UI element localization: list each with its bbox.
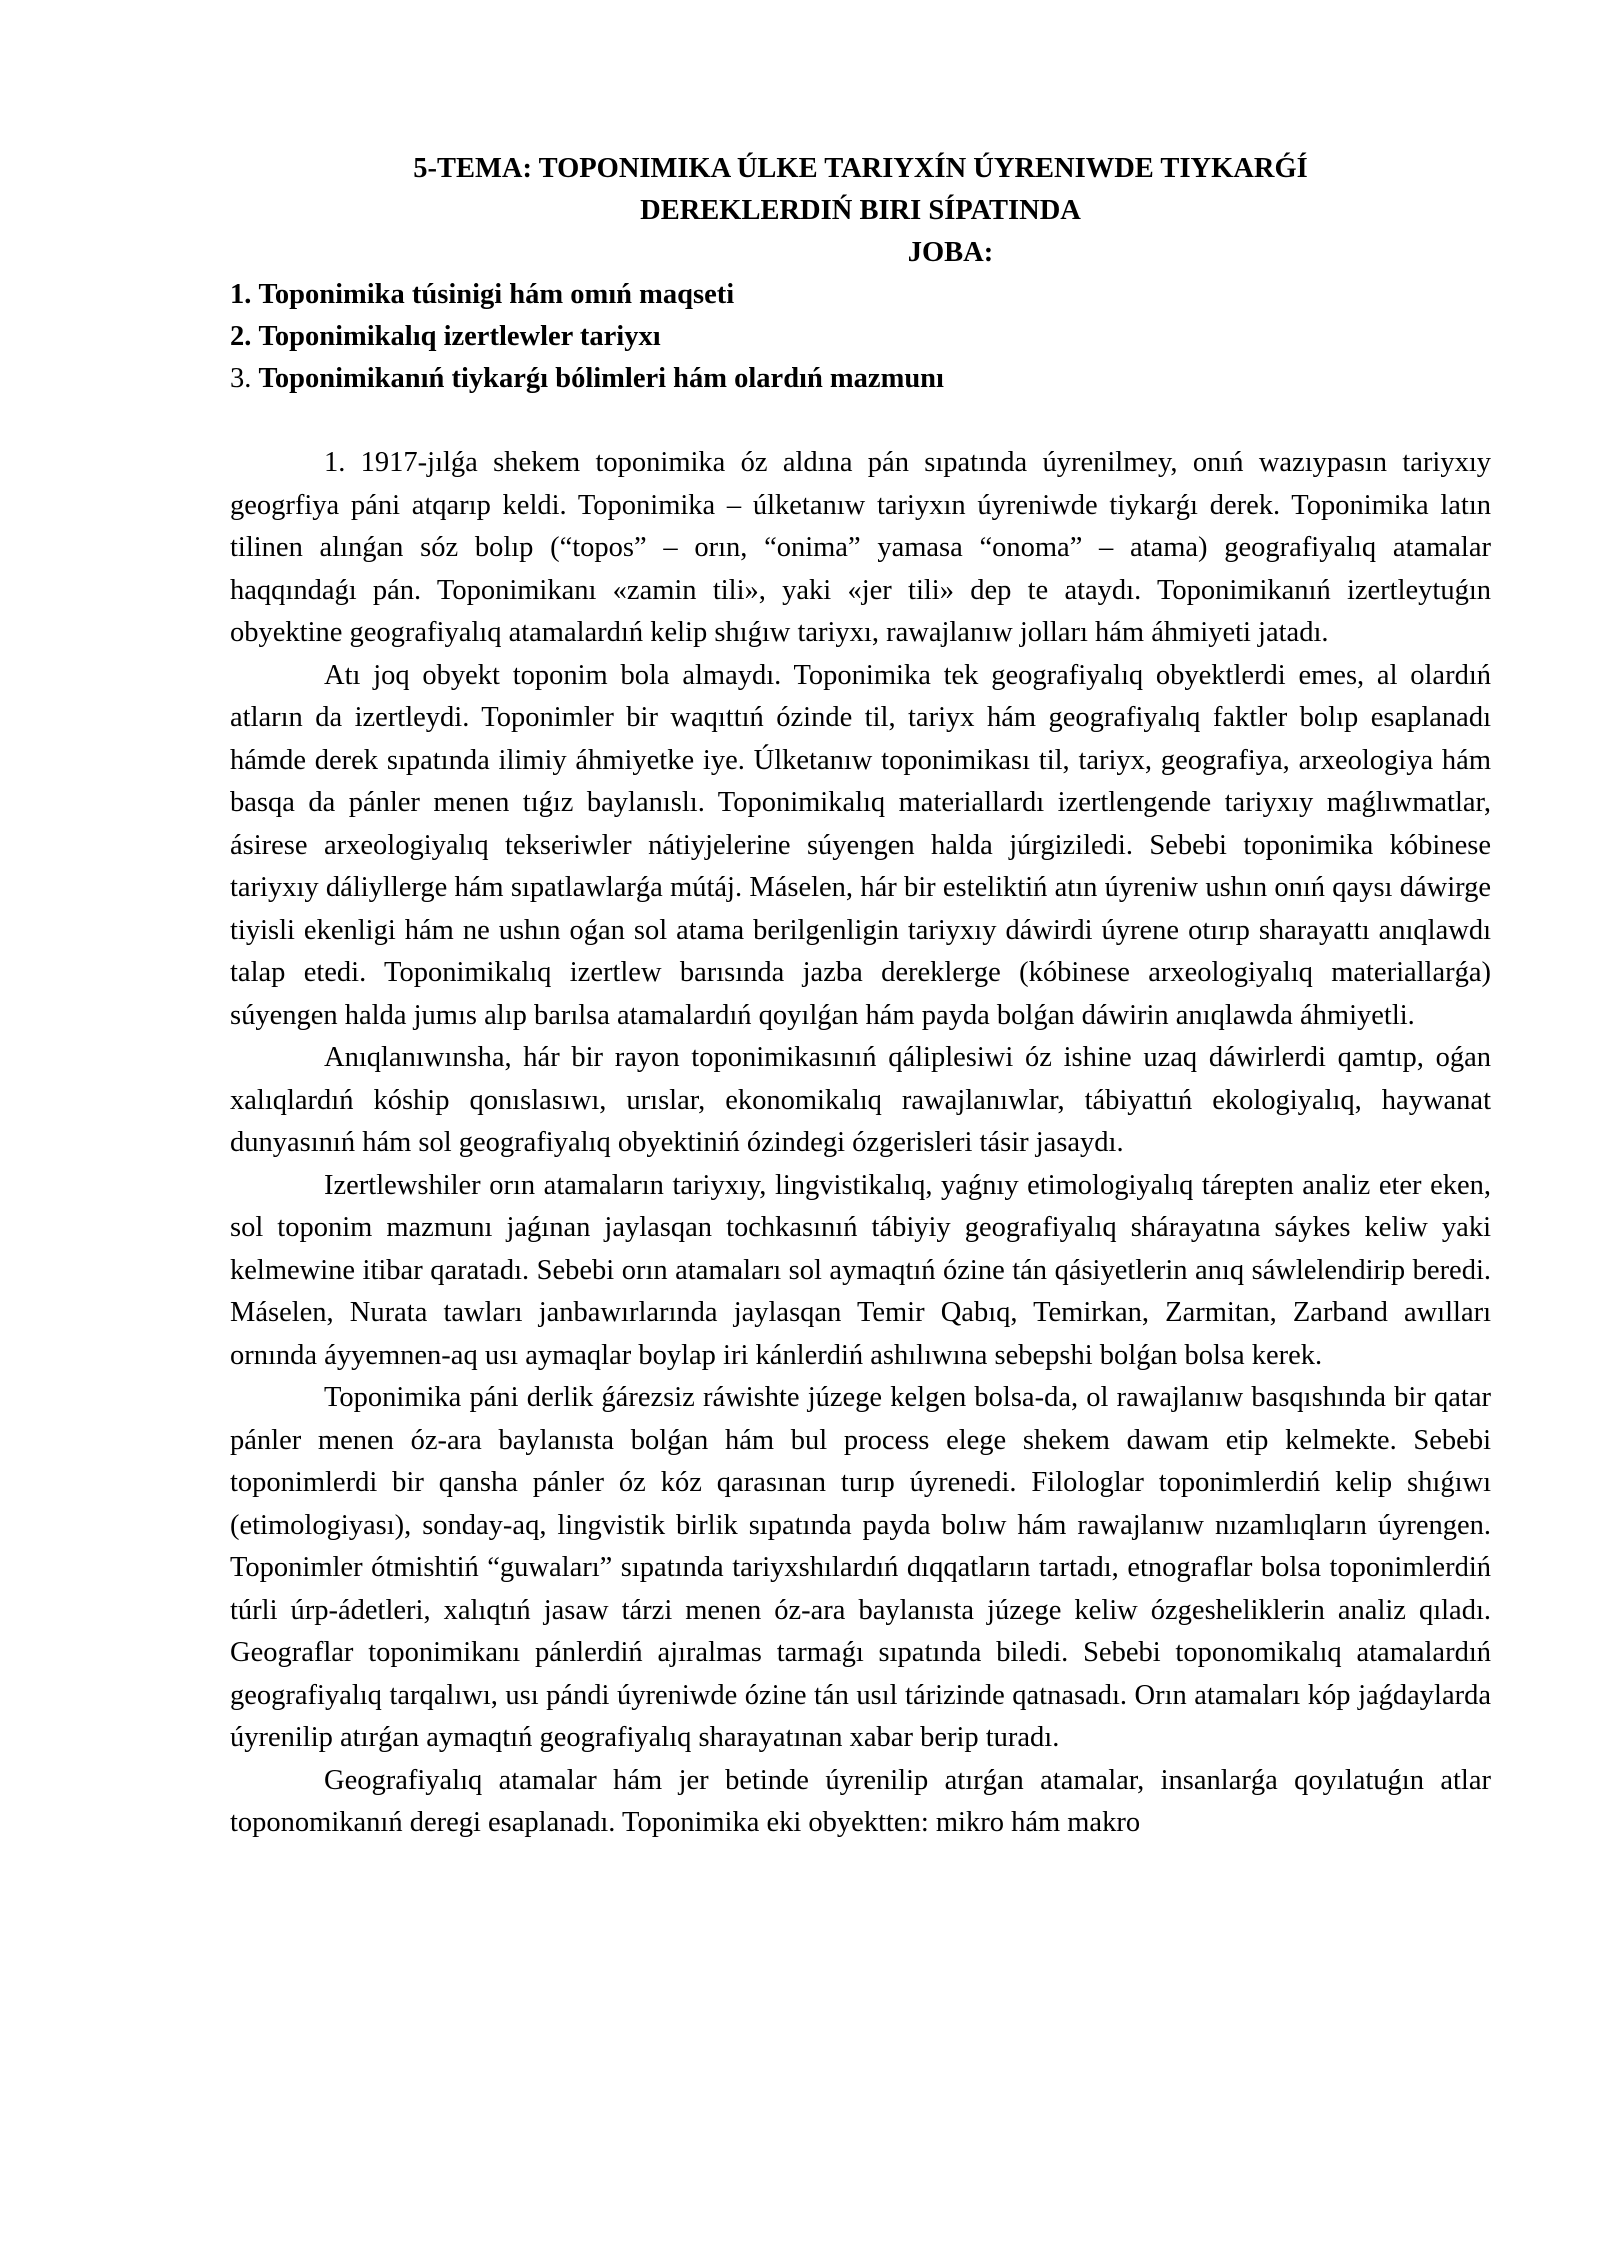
- plan-item-text: Toponimika túsinigi hám omıń maqseti: [258, 279, 735, 310]
- paragraph: Geografiyalıq atamalar hám jer betinde úyrenilip atırǵan atamalar, insanlarǵa qoyılatuǵın atlar toponomikanıń deregi esaplanadı. Toponimika eki obyektten: mikro hám makro: [230, 1764, 1491, 1838]
- paragraph: Toponimika páni derlik ǵárezsiz ráwishte júzege kelgen bolsa-da, ol rawajlanıw basqıshında bir qatar pánler menen óz-ara baylanısta bolǵan hám bul process elege shekem dawam etip kelmekte. Sebebi toponimlerdi bir qansha pánler óz kóz qarasınan turıp úyrenedi. Filologlar toponimlerdiń kelip shıǵıwı (etimologiyası), sonday-aq, lingvistik birlik sıpatında payda bolıw hám rawajlanıw nızamlıqların úyrengen. Toponimler ótmishtiń “guwaları” sıpatında tariyxshılardıń dıqqatların tartadı, etnograflar bolsa toponimlerdiń túrli úrp-ádetleri, xalıqtıń jasaw tárzi menen óz-ara baylanısta júzege keliw ózgesheliklerin analiz qıladı. Geograflar toponimikanı pánlerdiń ajıralmas tarmaǵı sıpatında biledi. Sebebi toponomikalıq atamalardıń geografiyalıq tarqalıwı, usı pándi úyreniwde ózine tán usıl tárizinde qatnasadı. Orın atamaları kóp jaǵdaylarda úyrenilip atırǵan aymaqtıń geografiyalıq sharayatınan xabar berip turadı.: [230, 1382, 1491, 1753]
- plan-item-number: 1.: [230, 279, 252, 310]
- plan-heading: JOBA:: [907, 237, 994, 268]
- paragraph: Anıqlanıwınsha, hár bir rayon toponimikasınıń qáliplesiwi óz ishine uzaq dáwirlerdi qamtıp, oǵan xalıqlardıń kóship qonıslasıwı, urıslar, ekonomikalıq rawajlanıwlar, tábiyattıń ekologiyalıq, haywanat dunyasınıń hám sol geografiyalıq obyektiniń ózindegi ózgerisleri tásir jasaydı.: [230, 1042, 1491, 1158]
- plan-item-text: Toponimikanıń tiykarǵı bólimleri hám olardıń mazmunı: [258, 363, 944, 394]
- plan-item: [230, 274, 1491, 316]
- plan-item-number: 3.: [230, 363, 252, 394]
- document-content: [230, 148, 1491, 1845]
- plan-item: [230, 358, 1491, 400]
- plan-item: [230, 316, 1491, 358]
- document-title-line-2: DEREKLERDIŃ BIRI SÍPATINDA: [640, 195, 1081, 226]
- plan-item-text: Toponimikalıq izertlewler tariyxı: [258, 321, 661, 352]
- document-title-line-1: 5-TEMA: TOPONIMIKA ÚLKE TARIYXÍN ÚYRENIWDE TIYKARǴÍ: [413, 153, 1308, 184]
- plan-list: [230, 274, 1491, 400]
- paragraph: Atı joq obyekt toponim bola almaydı. Toponimika tek geografiyalıq obyektlerdi emes, al olardıń atların da izertleydi. Toponimler bir waqıttıń ózinde til, tariyx hám geografiyalıq faktler bolıp esaplanadı hámde derek sıpatında ilimiy áhmiyetke iye. Úlketanıw toponimikası til, tariyx, geografiya, arxeologiya hám basqa da pánler menen tıǵız baylanıslı. Toponimikalıq materiallardı izertlengende tariyxıy maǵlıwmatlar, ásirese arxeologiyalıq tekseriwler nátiyjelerine súyengen halda júrgiziledi. Sebebi toponimika kóbinese tariyxıy dáliyllerge hám sıpatlawlarǵa mútáj. Máselen, hár bir esteliktiń atın úyreniw ushın onıń qaysı dáwirge tiyisli ekenligi hám ne ushın oǵan sol atama berilgenligin tariyxıy dáwirdi úyrene otırıp sharayattı anıqlawdı talap etedi. Toponimikalıq izertlew barısında jazba dereklerge (kóbinese arxeologiyalıq materiallarǵa) súyengen halda jumıs alıp barılsa atamalardıń qoyılǵan hám payda bolǵan dáwirin anıqlawda áhmiyetli.: [230, 659, 1491, 1031]
- plan-item-number: 2.: [230, 321, 252, 352]
- paragraph: 1. 1917-jılǵa shekem toponimika óz aldına pán sıpatında úyrenilmey, onıń wazıypasın tariyxıy geogrfiya páni atqarıp keldi. Toponimika – úlketanıw tariyxın úyreniwde tiykarǵı derek. Toponimika latın tilinen alınǵan sóz bolıp (“topos” – orın, “onima” yamasa “onoma” – atama) geografiyalıq atamalar haqqındaǵı pán. Toponimikanı «zamin tili», yaki «jer tili» dep te ataydı. Toponimikanıń izertleytuǵın obyektine geografiyalıq atamalardıń kelip shıǵıw tariyxı, rawajlanıw jolları hám áhmiyeti jatadı.: [230, 447, 1491, 648]
- paragraph: Izertlewshiler orın atamaların tariyxıy, lingvistikalıq, yaǵnıy etimologiyalıq tárepten analiz eter eken, sol toponim mazmunı jaǵınan jaylasqan tochkasınıń tábiyiy geografiyalıq shárayatına sáykes keliw yaki kelmewine itibar qaratadı. Sebebi orın atamaları sol aymaqtıń ózine tán qásiyetlerin anıq sáwlelendirip beredi. Máselen, Nurata tawları janbawırlarında jaylasqan Temir Qabıq, Temirkan, Zarmitan, Zarband awılları ornında áyyemnen-aq usı aymaqlar boylap iri kánlerdiń ashılıwına sebepshi bolǵan bolsa kerek.: [230, 1169, 1491, 1371]
- body-text: [230, 442, 1491, 1845]
